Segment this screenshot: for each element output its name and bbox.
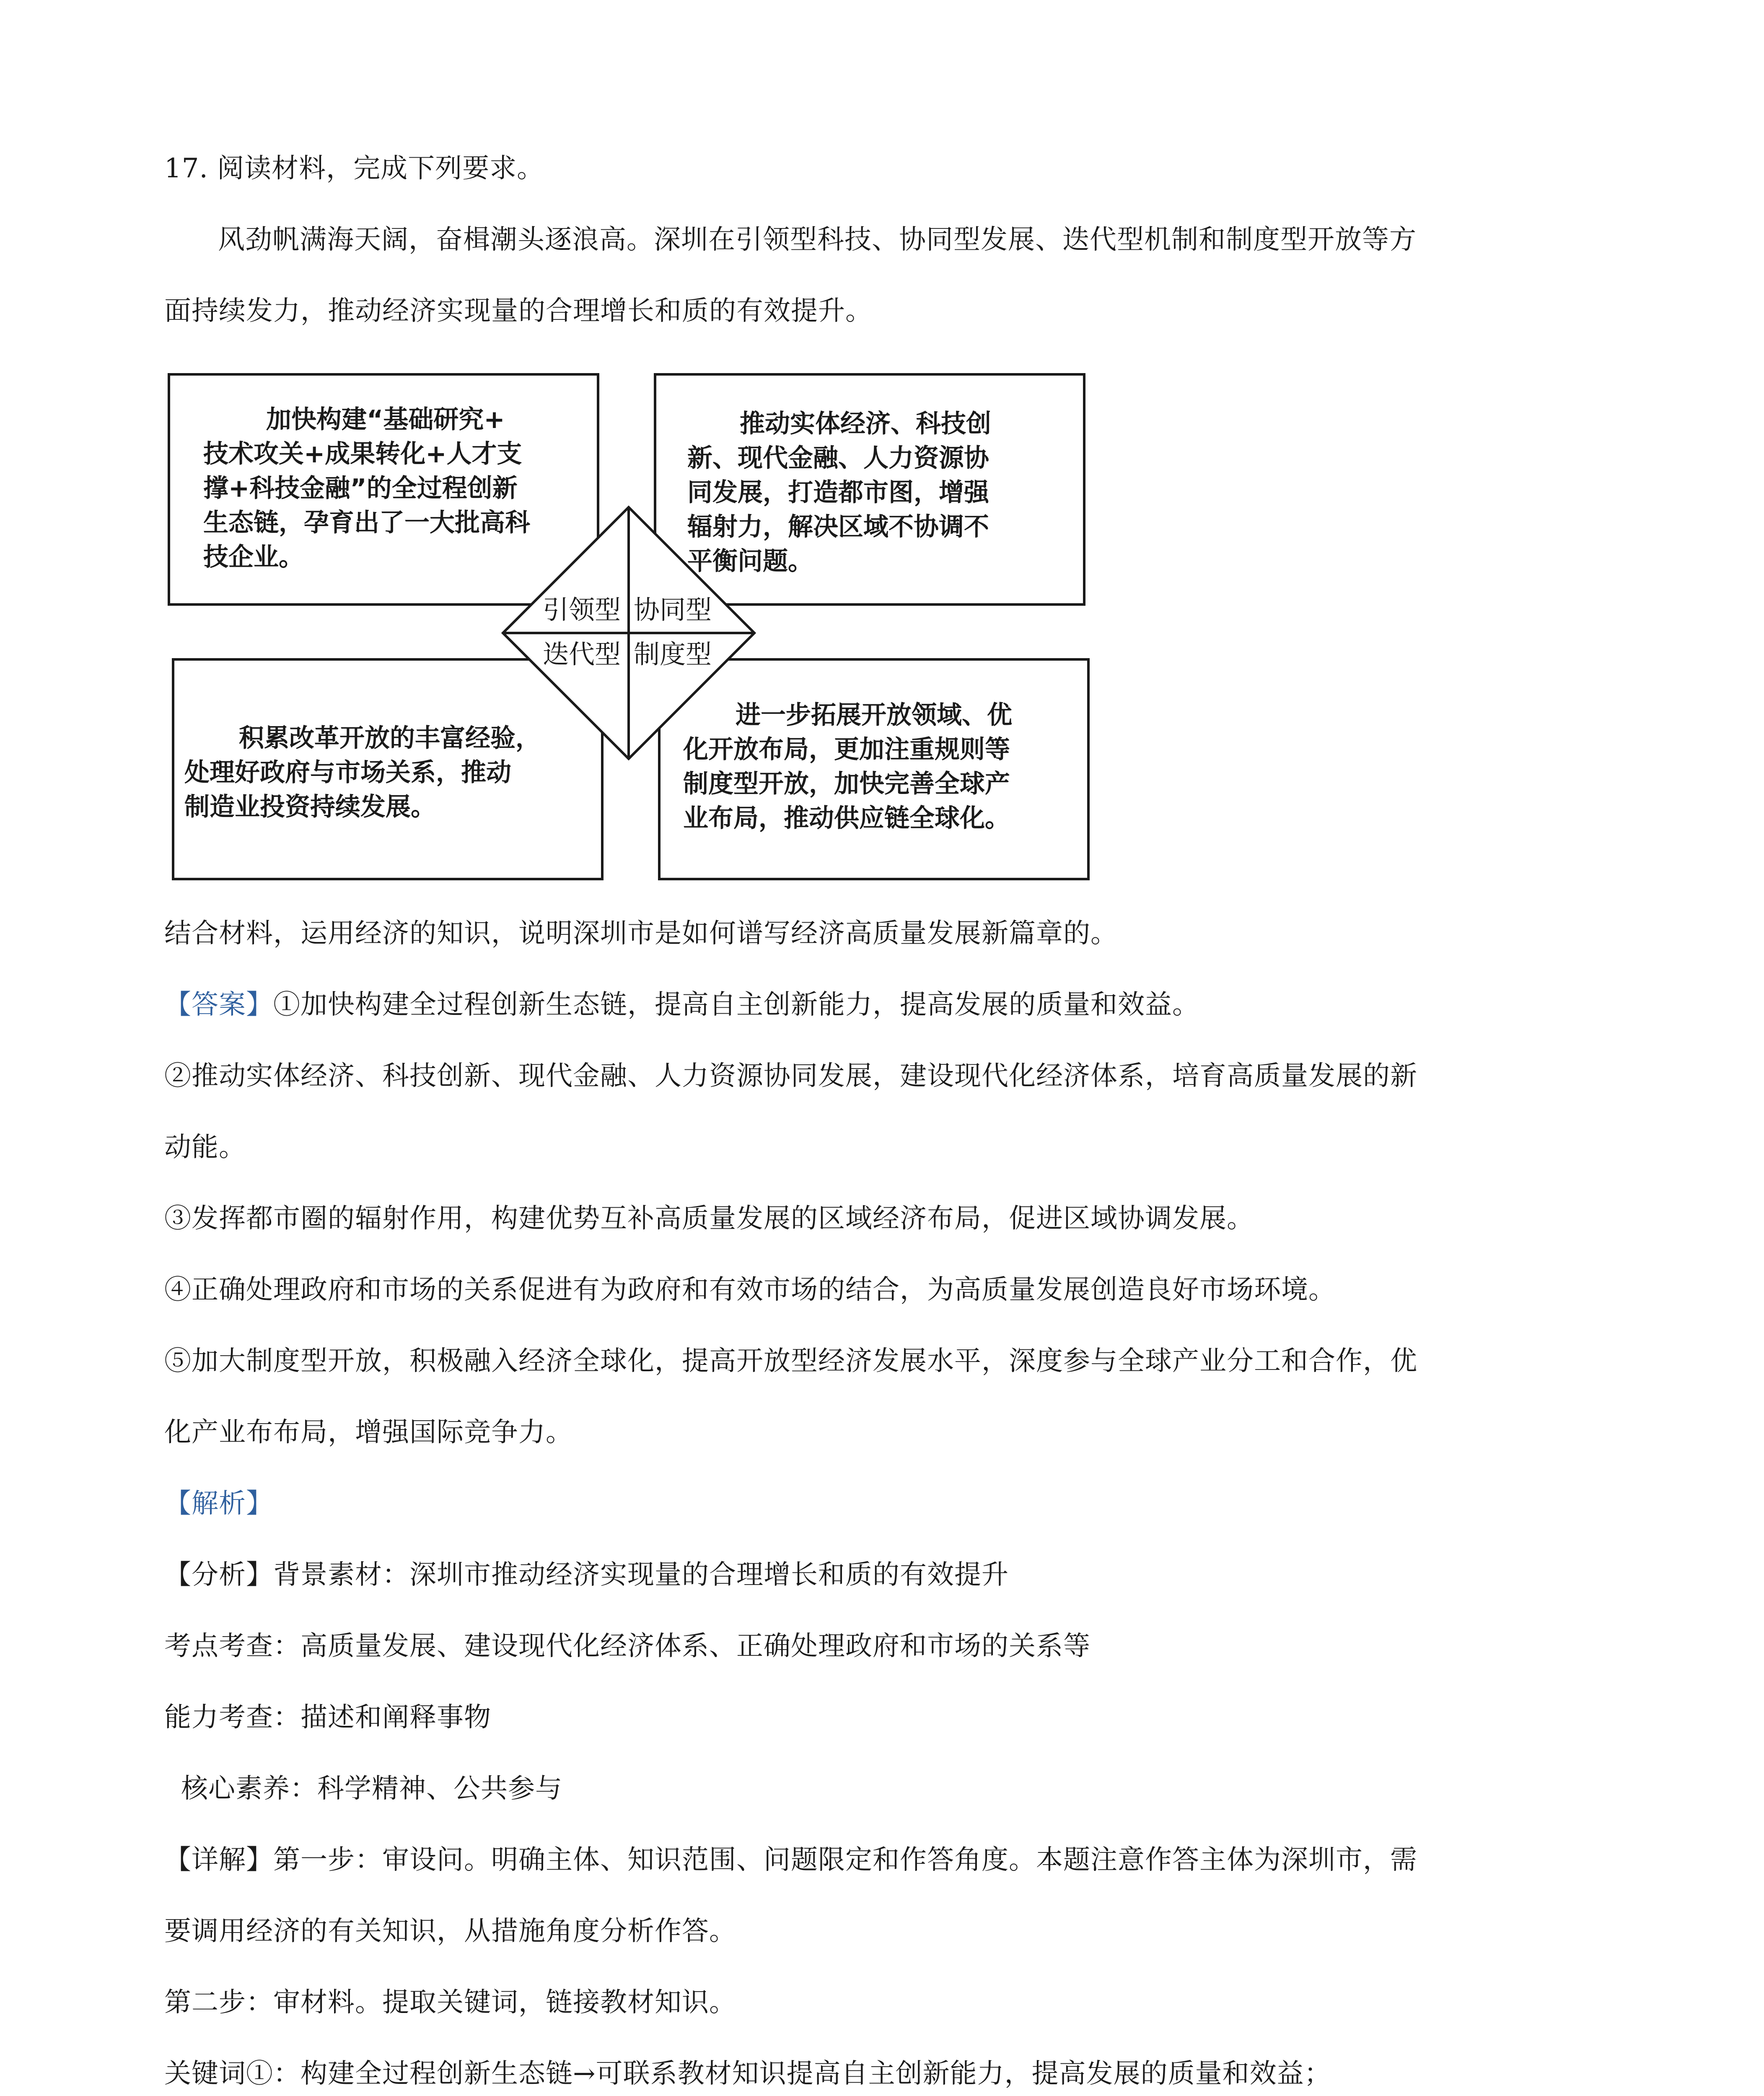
bottom-left-line-1: 积累改革开放的丰富经验， bbox=[239, 724, 541, 753]
analysis-step2: 第二步：审材料。提取关键词，链接教材知识。 bbox=[164, 1987, 736, 2018]
top-right-line-2: 新、现代金融、人力资源协 bbox=[687, 444, 989, 473]
material-diagram bbox=[168, 373, 1094, 885]
top-right-line-4: 辐射力，解决区域不协调不 bbox=[687, 512, 989, 542]
analysis-fenxi: 【分析】背景素材：深圳市推动经济实现量的合理增长和质的有效提升 bbox=[164, 1559, 1009, 1590]
answer-point-4: ④正确处理政府和市场的关系促进有为政府和有效市场的结合，为高质量发展创造良好市场环境。 bbox=[164, 1274, 1336, 1305]
answer-point-2b: 动能。 bbox=[164, 1132, 246, 1163]
analysis-suyang: 核心素养：科学精神、公共参与 bbox=[181, 1773, 562, 1804]
label-zhidu: 制度型 bbox=[634, 639, 712, 669]
question-prompt: 结合材料，运用经济的知识，说明深圳市是如何谱写经济高质量发展新篇章的。 bbox=[164, 918, 1118, 949]
bottom-left-line-3: 制造业投资持续发展。 bbox=[184, 792, 436, 822]
top-left-line-2: 技术攻关+成果转化+人才支 bbox=[203, 439, 522, 469]
answer-line-1 bbox=[164, 987, 1199, 1022]
top-left-line-5: 技企业。 bbox=[203, 542, 304, 572]
label-yinling: 引领型 bbox=[543, 594, 621, 625]
answer-point-2a: ②推动实体经济、科技创新、现代金融、人力资源协同发展，建设现代化经济体系，培育高质量发展的新 bbox=[164, 1061, 1417, 1092]
bottom-left-line-2: 处理好政府与市场关系，推动 bbox=[184, 758, 511, 787]
analysis-keyword-1: 关键词①：构建全过程创新生态链→可联系教材知识提高自主创新能力，提高发展的质量和效益； bbox=[164, 2058, 1331, 2089]
material-text-line-2: 面持续发力，推动经济实现量的合理增长和质的有效提升。 bbox=[164, 296, 873, 327]
bottom-right-line-3: 制度型开放，加快完善全球产 bbox=[683, 769, 1010, 799]
top-left-line-4: 生态链，孕育出了一大批高科 bbox=[203, 508, 530, 537]
answer-point-5b: 化产业布布局，增强国际竞争力。 bbox=[164, 1417, 573, 1448]
analysis-xiangjie-b: 要调用经济的有关知识，从措施角度分析作答。 bbox=[164, 1916, 736, 1947]
top-right-line-3: 同发展，打造都市图，增强 bbox=[687, 478, 989, 507]
answer-tag: 【答案】 bbox=[164, 989, 273, 1020]
analysis-kaodian: 考点考查：高质量发展、建设现代化经济体系、正确处理政府和市场的关系等 bbox=[164, 1631, 1091, 1662]
material-text-line-1: 风劲帆满海天阔，奋楫潮头逐浪高。深圳在引领型科技、协同型发展、迭代型机制和制度型开放等方 bbox=[218, 224, 1417, 255]
label-xietong: 协同型 bbox=[634, 594, 712, 625]
top-right-line-1: 推动实体经济、科技创 bbox=[740, 409, 991, 438]
analysis-nengli: 能力考查：描述和阐释事物 bbox=[164, 1702, 491, 1733]
question-title: 17. 阅读材料，完成下列要求。 bbox=[164, 153, 544, 184]
analysis-tag: 【解析】 bbox=[164, 1488, 273, 1519]
bottom-right-line-1: 进一步拓展开放领域、优 bbox=[736, 700, 1012, 730]
label-diedai: 迭代型 bbox=[543, 639, 621, 669]
top-right-line-5: 平衡问题。 bbox=[687, 547, 813, 576]
top-left-line-1: 加快构建“基础研究+ bbox=[266, 405, 505, 434]
answer-point-1: ①加快构建全过程创新生态链，提高自主创新能力，提高发展的质量和效益。 bbox=[273, 989, 1199, 1020]
answer-point-3: ③发挥都市圈的辐射作用，构建优势互补高质量发展的区域经济布局，促进区域协调发展。 bbox=[164, 1203, 1254, 1234]
answer-point-5a: ⑤加大制度型开放，积极融入经济全球化，提高开放型经济发展水平，深度参与全球产业分工和合作，优 bbox=[164, 1346, 1417, 1377]
bottom-right-line-4: 业布局，推动供应链全球化。 bbox=[683, 804, 1010, 833]
analysis-xiangjie-a: 【详解】第一步：审设问。明确主体、知识范围、问题限定和作答角度。本题注意作答主体为深圳市，需 bbox=[164, 1844, 1417, 1876]
top-left-line-3: 撑+科技金融”的全过程创新 bbox=[203, 474, 518, 503]
bottom-right-line-2: 化开放布局，更加注重规则等 bbox=[683, 735, 1010, 764]
